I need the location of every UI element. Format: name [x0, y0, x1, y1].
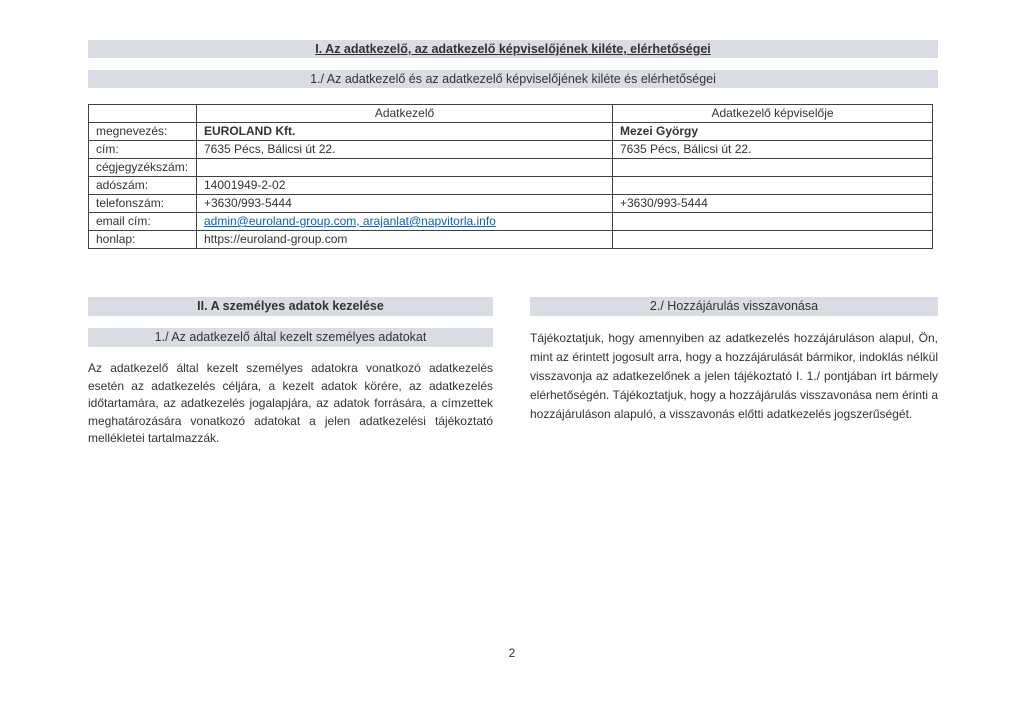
left-column [88, 297, 493, 448]
controller-phone: +3630/993-5444 [197, 195, 613, 213]
controller-address: 7635 Pécs, Bálicsi út 22. [197, 141, 613, 159]
row-label: adószám: [89, 177, 197, 195]
representative-address: 7635 Pécs, Bálicsi út 22. [613, 141, 933, 159]
table-row-megnevezes [89, 123, 933, 141]
controller-email-cell [197, 213, 613, 231]
representative-registry-number [613, 159, 933, 177]
table-header-representative: Adatkezelő képviselője [613, 105, 933, 123]
right-column [530, 297, 938, 424]
controller-tax-number: 14001949-2-02 [197, 177, 613, 195]
table-header-empty [89, 105, 197, 123]
section-3-paragraph: Tájékoztatjuk, hogy amennyiben az adatkezelés hozzájáruláson alapul, Ön, mint az érintett jogosult arra, hogy a hozzájárulását bármikor, indoklás nélkül visszavonja az adatkezelőnek a jelen tájékoztató I. 1./ pontjában írt bármely elérhetőségén. Tájékoztatjuk, hogy a hozzájárulás visszavonása nem érinti a hozzájáruláson alapuló, a visszavonás előtti adatkezelés jogszerűségét. [530, 331, 939, 421]
row-label: cím: [89, 141, 197, 159]
representative-name: Mezei György [613, 123, 933, 141]
section-2-subheading-bar [88, 328, 493, 347]
section-1-subheading-bar [88, 70, 938, 88]
page-number: 2 [508, 646, 516, 660]
table-row-honlap [89, 231, 933, 249]
controller-registry-number [197, 159, 613, 177]
row-label: honlap: [89, 231, 197, 249]
section-2-paragraph: Az adatkezelő által kezelt személyes adatokra vonatkozó adatkezelés esetén az adatkezelés céljára, a kezelt adatok körére, az adatkezelés időtartamára, az adatkezelés jogalapjára, az adatok forrására, a címzettek meghatározására vonatkozó adatokat a jelen adatkezelési tájékoztató mellékletei tartalmazzák. [88, 361, 493, 445]
table-row-cegjegyzekszam [89, 159, 933, 177]
row-label: email cím: [89, 213, 197, 231]
section-1-heading: I. Az adatkezelő, az adatkezelő képviselőjének kiléte, elérhetőségei [315, 42, 711, 56]
table-row-cim [89, 141, 933, 159]
representative-email [613, 213, 933, 231]
email-hyperlink[interactable]: admin@euroland-group.com, arajanlat@napvitorla.info [204, 214, 496, 228]
row-label: megnevezés: [89, 123, 197, 141]
section-2-heading-bar [88, 297, 493, 316]
section-3-heading-bar [530, 297, 938, 316]
section-1-heading-bar [88, 40, 938, 58]
table-row-telefonszam [89, 195, 933, 213]
table-row-email [89, 213, 933, 231]
section-3-heading: 2./ Hozzájárulás visszavonása [649, 299, 819, 313]
controller-website: https://euroland-group.com [197, 231, 613, 249]
row-label: telefonszám: [89, 195, 197, 213]
table-header-row [89, 105, 933, 123]
section-1-subheading: 1./ Az adatkezelő és az adatkezelő képviselőjének kiléte és elérhetőségei [310, 72, 716, 86]
table-header-controller: Adatkezelő [197, 105, 613, 123]
contact-table [88, 104, 933, 249]
representative-phone: +3630/993-5444 [613, 195, 933, 213]
representative-tax-number [613, 177, 933, 195]
row-label: cégjegyzékszám: [89, 159, 197, 177]
section-2-subheading: 1./ Az adatkezelő által kezelt személyes adatokat [154, 330, 427, 344]
controller-name: EUROLAND Kft. [197, 123, 613, 141]
representative-website [613, 231, 933, 249]
table-row-adoszam [89, 177, 933, 195]
section-2-heading: II. A személyes adatok kezelése [197, 299, 384, 313]
